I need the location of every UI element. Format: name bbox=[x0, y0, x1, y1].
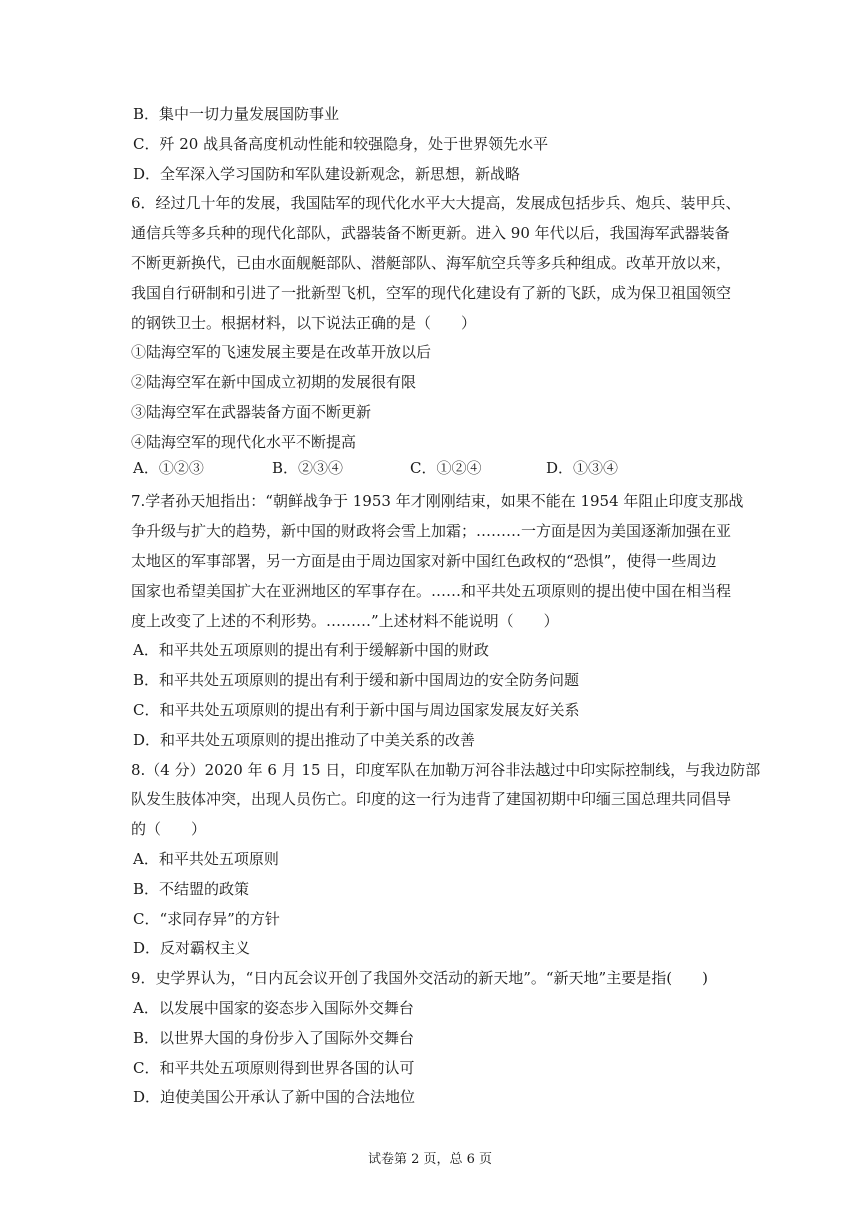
question-line: 不断更新换代，已由水面舰艇部队、潜艇部队、海军航空兵等多兵种组成。改革开放以来， bbox=[131, 254, 732, 272]
answer-option-line: A．和平共处五项原则 bbox=[133, 850, 279, 868]
question-line: ③陆海空军在武器装备方面不断更新 bbox=[131, 403, 372, 421]
question-line: 6．经过几十年的发展，我国陆军的现代化水平大大提高，发展成包括步兵、炮兵、装甲兵、 bbox=[131, 194, 741, 213]
question-line: 争升级与扩大的趋势，新中国的财政将会雪上加霜；………一方面是因为美国逐渐加强在亚 bbox=[131, 522, 732, 541]
answer-option-line: C．“求同存异”的方针 bbox=[133, 909, 280, 928]
question-line: ④陆海空军的现代化水平不断提高 bbox=[131, 432, 357, 451]
question-line: 8.（4 分）2020 年 6 月 15 日，印度军队在加勒万河谷非法越过中印实际控制线，与我边防部 bbox=[131, 760, 761, 779]
question-line: 国家也希望美国扩大在亚洲地区的军事存在。……和平共处五项原则的提出使中国在相当程 bbox=[131, 581, 732, 600]
answer-option-line: D．迫使美国公开承认了新中国的合法地位 bbox=[133, 1088, 416, 1107]
answer-option-line: A．以发展中国家的姿态步入国际外交舞台 bbox=[133, 999, 414, 1017]
question-line: 队发生肢体冲突，出现人员伤亡。印度的这一行为违背了建国初期中印缅三国总理共同倡导 bbox=[131, 790, 732, 809]
answer-option-line: D．全军深入学习国防和军队建设新观念，新思想，新战略 bbox=[133, 164, 521, 183]
q6-option-a: A．①②③ bbox=[133, 459, 204, 477]
question-line: 太地区的军事部署，另一方面是由于周边国家对新中国红色政权的“恐惧”，使得一些周边 bbox=[131, 552, 717, 570]
question-line: ②陆海空军在新中国成立初期的发展很有限 bbox=[131, 373, 417, 392]
q6-option-b: B．②③④ bbox=[272, 459, 344, 477]
answer-option-line: D．反对霸权主义 bbox=[133, 939, 251, 958]
answer-option-line: B．以世界大国的身份步入了国际外交舞台 bbox=[133, 1028, 415, 1047]
answer-option-line: A．和平共处五项原则的提出有利于缓解新中国的财政 bbox=[133, 641, 489, 660]
question-line: 通信兵等多兵种的现代化部队，武器装备不断更新。进入 90 年代以后，我国海军武器装备 bbox=[131, 224, 730, 243]
answer-option-line: B．和平共处五项原则的提出有利于缓和新中国周边的安全防务问题 bbox=[133, 671, 580, 690]
answer-option-line: C．歼 20 战具备高度机动性能和较强隐身，处于世界领先水平 bbox=[133, 134, 549, 153]
q6-option-c: C．①②④ bbox=[410, 459, 482, 477]
answer-option-line: B．不结盟的政策 bbox=[133, 879, 250, 898]
q6-option-d: D．①③④ bbox=[546, 459, 619, 477]
question-line: 我国自行研制和引进了一批新型飞机，空军的现代化建设有了新的飞跃，成为保卫祖国领空 bbox=[131, 283, 732, 302]
question-line: ①陆海空军的飞速发展主要是在改革开放以后 bbox=[131, 343, 432, 362]
question-line: 度上改变了上述的不利形势。………”上述材料不能说明（ ） bbox=[131, 611, 559, 630]
question-line: 7.学者孙天旭指出：“朝鲜战争于 1953 年才刚刚结束，如果不能在 1954 年阻止印度支那战 bbox=[131, 492, 744, 511]
question-line: 的钢铁卫士。根据材料，以下说法正确的是（ ） bbox=[131, 313, 477, 332]
page-footer: 试卷第 2 页，总 6 页 bbox=[367, 1152, 493, 1167]
answer-option-line: D．和平共处五项原则的提出推动了中美关系的改善 bbox=[133, 730, 476, 749]
answer-option-line: C．和平共处五项原则得到世界各国的认可 bbox=[133, 1058, 415, 1077]
question-line: 9．史学界认为，“日内瓦会议开创了我国外交活动的新天地”。“新天地”主要是指( ) bbox=[131, 969, 708, 988]
question-line: 的（ ） bbox=[131, 820, 207, 839]
answer-option-line: C．和平共处五项原则的提出有利于新中国与周边国家发展友好关系 bbox=[133, 701, 580, 719]
answer-option-line: B．集中一切力量发展国防事业 bbox=[133, 105, 340, 123]
